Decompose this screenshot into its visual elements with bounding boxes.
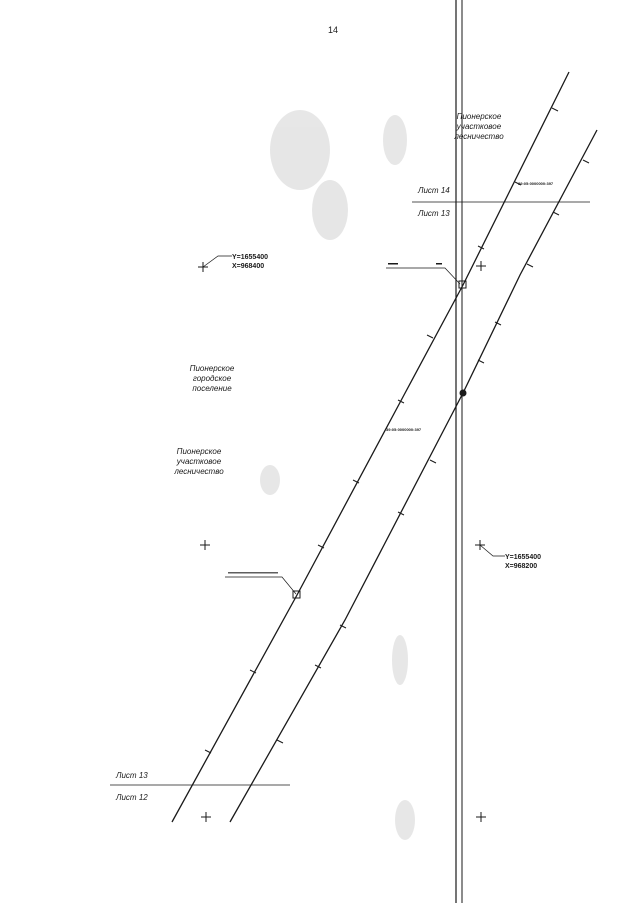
small-point-labels xyxy=(228,263,442,574)
parcel-number-mid: 39:05:0000000:397 xyxy=(386,427,422,432)
svg-text:лесничество: лесничество xyxy=(454,132,504,141)
parcel-number-top-right: 39:05:0000000:397 xyxy=(518,181,554,186)
boundary-line-left xyxy=(172,72,569,822)
grid-crosses xyxy=(198,261,486,822)
svg-text:городское: городское xyxy=(192,374,232,383)
sheet-label-14-top: Лист 14 xyxy=(418,186,450,195)
svg-text:Пионерское: Пионерское xyxy=(176,447,222,456)
leader-lines xyxy=(203,256,505,594)
page-number: 14 xyxy=(328,25,339,35)
scan-noise xyxy=(260,110,415,840)
coord-left-x: X=968400 xyxy=(232,263,265,270)
svg-text:участковое: участковое xyxy=(456,122,502,131)
area-label-settlement xyxy=(190,364,235,393)
sheet-label-13-bottom: Лист 13 xyxy=(116,771,148,780)
svg-text:лесничество: лесничество xyxy=(174,467,224,476)
svg-text:Пионерское: Пионерское xyxy=(456,112,502,121)
area-label-forestry-mid xyxy=(173,447,224,476)
coord-right-y: Y=1655400 xyxy=(505,554,542,561)
sheet-label-12-bottom: Лист 12 xyxy=(116,793,148,802)
boundary-line-right xyxy=(230,130,597,822)
svg-text:участковое: участковое xyxy=(176,457,222,466)
svg-text:Пионерское: Пионерское xyxy=(189,364,235,373)
area-label-forestry-top xyxy=(453,112,504,141)
coord-right-x: X=968200 xyxy=(505,563,538,570)
svg-text:поселение: поселение xyxy=(192,384,232,393)
sheet-label-13-top: Лист 13 xyxy=(418,209,450,218)
coord-left-y: Y=1655400 xyxy=(232,254,269,261)
